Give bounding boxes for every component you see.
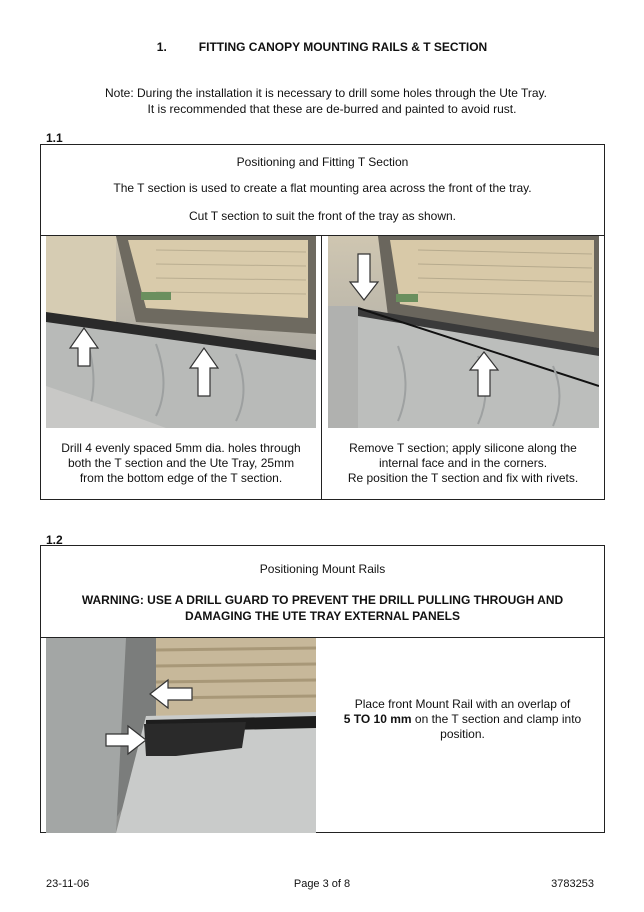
footer-part-code: 3783253 [551, 878, 594, 890]
instruction-text: on the T section and clamp into [411, 712, 582, 726]
instruction-line: Place front Mount Rail with an overlap of [354, 697, 571, 711]
drill-guard-warning [41, 592, 604, 624]
caption-line: both the T section and the Ute Tray, 25mm [67, 456, 295, 470]
photo-silicone-t-section [328, 236, 599, 428]
mount-rail-instruction [321, 697, 604, 742]
step-1-1-cut-instruction: Cut T section to suit the front of the tray as shown. [188, 209, 457, 223]
note-line-2: It is recommended that these are de-burred and painted to avoid rust. [147, 102, 517, 116]
step-number-1-1: 1.1 [46, 131, 63, 145]
section-number: 1. [156, 40, 167, 54]
left-photo-caption [41, 441, 321, 486]
footer-page-number: Page 3 of 8 [293, 878, 351, 890]
step-1-2-heading: Positioning Mount Rails [259, 562, 386, 576]
step-1-1-description: The T section is used to create a flat mounting area across the front of the tray. [113, 181, 532, 195]
caption-line: internal face and in the corners. [378, 456, 548, 470]
overlap-measurement: 5 TO 10 mm [343, 712, 412, 726]
caption-line: from the bottom edge of the T section. [79, 471, 283, 485]
caption-line: Re position the T section and fix with rivets. [347, 471, 579, 485]
warning-line: WARNING: USE A DRILL GUARD TO PREVENT THE DRILL PULLING THROUGH AND [81, 593, 564, 607]
instruction-line: position. [440, 727, 485, 741]
footer-date: 23-11-06 [46, 878, 90, 890]
photo-drill-t-section [46, 236, 316, 428]
step-1-1-panel [40, 144, 605, 500]
note-line-1: Note: During the installation it is necessary to drill some holes through the Ute Tray. [105, 86, 547, 100]
step-1-1-heading: Positioning and Fitting T Section [236, 155, 409, 169]
instruction-line [321, 712, 604, 727]
photo-mount-rail-clamp [46, 638, 316, 833]
caption-line: Remove T section; apply silicone along the [349, 441, 577, 455]
right-photo-caption [322, 441, 604, 486]
warning-line: DAMAGING THE UTE TRAY EXTERNAL PANELS [185, 609, 460, 623]
installation-note [0, 85, 644, 117]
step-1-2-panel [40, 545, 605, 833]
caption-line: Drill 4 evenly spaced 5mm dia. holes through [61, 441, 301, 455]
section-title: FITTING CANOPY MOUNTING RAILS & T SECTION [198, 40, 488, 54]
step-number-1-2: 1.2 [46, 533, 63, 547]
page-title [0, 40, 644, 54]
